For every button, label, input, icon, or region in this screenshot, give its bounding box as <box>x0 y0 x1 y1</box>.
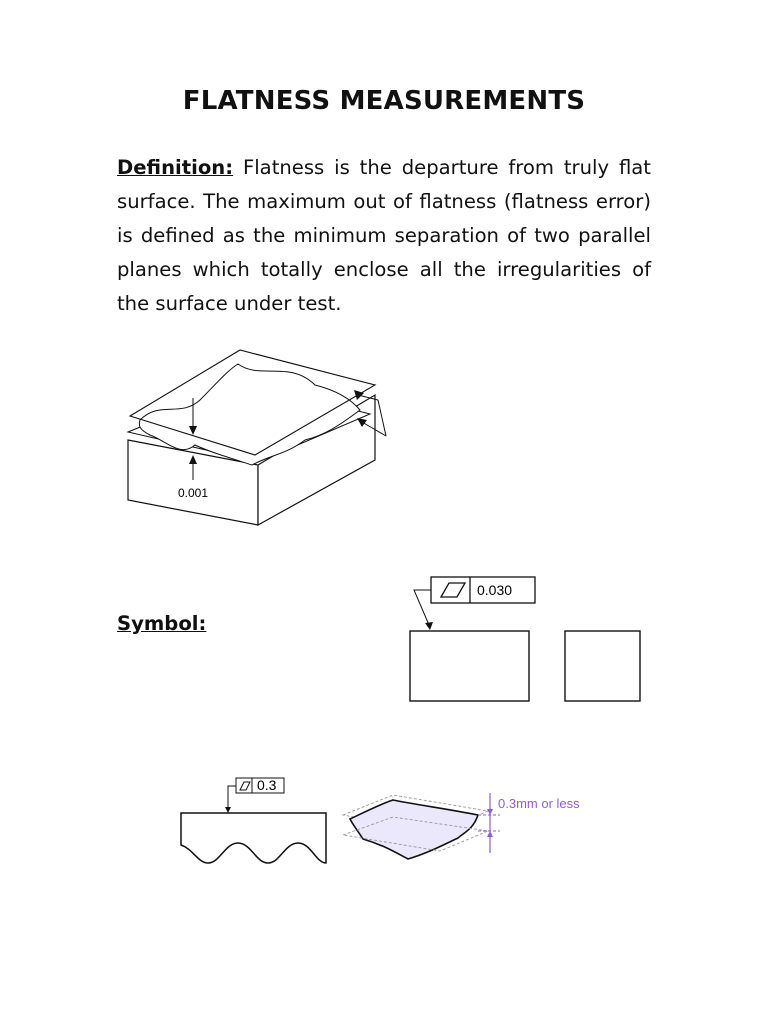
wavy-plate <box>350 800 478 859</box>
leader-stem <box>378 400 386 436</box>
flatness-block-figure <box>110 340 400 525</box>
dimension-label: 0.001 <box>178 486 209 500</box>
zone-arrow-down <box>487 809 493 815</box>
wavy-part-profile <box>181 813 326 863</box>
example-leader-arrow <box>225 807 231 813</box>
symbol-leader-arrow <box>425 622 433 630</box>
symbol-leader-line <box>414 590 431 625</box>
front-view-rect <box>410 631 529 701</box>
side-view-rect <box>565 631 640 701</box>
flatness-example-figure <box>178 775 608 875</box>
definition-text: Flatness is the departure from truly flat surface. The maximum out of flatness (flatness error) is defined as the minimum separation of two parallel planes which totally enclose all the irregularities of the surface under test. <box>117 156 651 315</box>
zone-arrow-up <box>487 831 493 837</box>
example-tolerance-value: 0.3 <box>257 777 277 793</box>
definition-paragraph <box>117 151 651 321</box>
symbol-label: Symbol: <box>117 612 207 635</box>
zone-label: 0.3mm or less <box>498 796 580 811</box>
example-leader <box>228 786 236 810</box>
definition-term: Definition: <box>117 156 234 179</box>
symbol-tolerance-value: 0.030 <box>477 582 513 598</box>
arrowhead-a <box>354 390 364 400</box>
page-title: FLATNESS MEASUREMENTS <box>182 86 586 116</box>
symbol-figure <box>404 575 644 705</box>
